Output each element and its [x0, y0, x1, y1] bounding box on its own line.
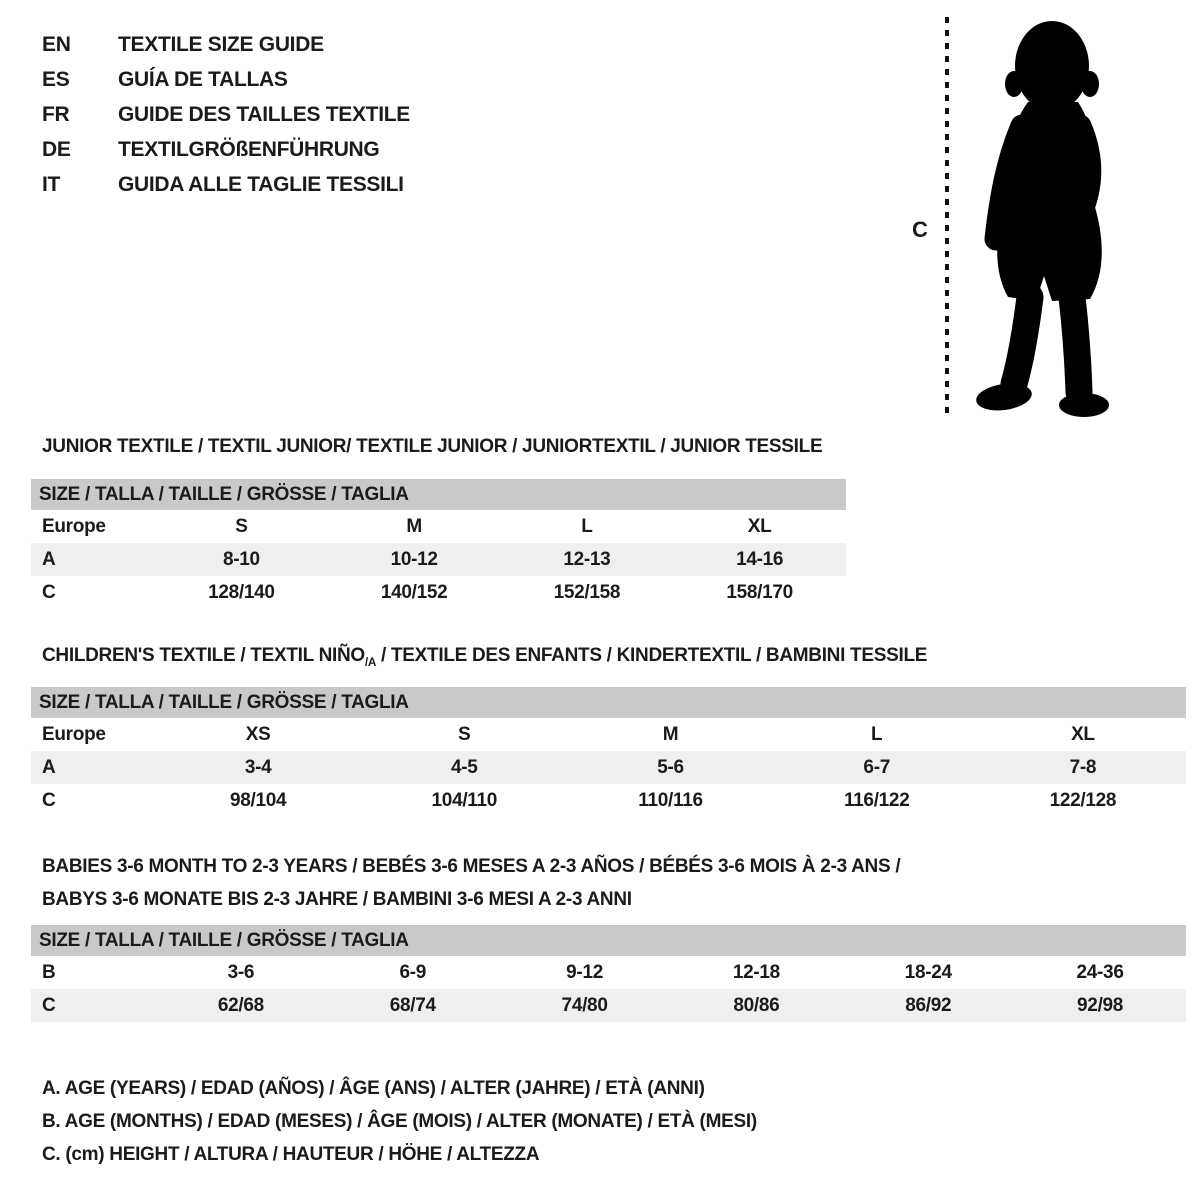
language-title-block — [42, 27, 410, 202]
measurement-legend — [42, 1072, 757, 1171]
junior-size-table — [31, 479, 846, 609]
table-cell: 140/152 — [380, 581, 448, 603]
guide-title-it: GUIDA ALLE TAGLIE TESSILI — [118, 172, 404, 196]
language-code: DE — [42, 137, 71, 161]
language-code: FR — [42, 102, 70, 126]
table-cell: 92/98 — [1077, 994, 1124, 1016]
table-cell: XL — [1071, 723, 1095, 745]
height-measure-line — [944, 14, 950, 425]
table-cell: 74/80 — [561, 994, 608, 1016]
table-cell: 10-12 — [390, 548, 438, 570]
table-cell: 14-16 — [736, 548, 784, 570]
table-cell: 6-7 — [863, 756, 890, 778]
table-cell: 5-6 — [657, 756, 684, 778]
babies-title-line2: BABYS 3-6 MONATE BIS 2-3 JAHRE / BAMBINI 3-6 MESI A 2-3 ANNI — [42, 889, 632, 910]
table-cell: 98/104 — [229, 789, 287, 811]
language-row-fr — [42, 97, 410, 132]
language-row-en — [42, 27, 410, 62]
language-row-it — [42, 167, 410, 202]
table-cell: 104/110 — [431, 789, 498, 811]
table-cell: M — [662, 723, 679, 745]
row-label: A — [42, 756, 56, 778]
table-row — [31, 576, 846, 609]
babies-section-title — [42, 850, 900, 916]
junior-section-title: JUNIOR TEXTILE / TEXTIL JUNIOR/ TEXTILE JUNIOR / JUNIORTEXTIL / JUNIOR TESSILE — [42, 436, 823, 457]
table-cell: 4-5 — [451, 756, 478, 778]
guide-title-es: GUÍA DE TALLAS — [118, 67, 288, 91]
table-cell: 86/92 — [905, 994, 952, 1016]
table-cell: M — [406, 515, 422, 537]
table-cell: XL — [747, 515, 772, 537]
table-cell: 3-4 — [244, 756, 272, 778]
row-label: C — [42, 789, 56, 811]
guide-title-en: TEXTILE SIZE GUIDE — [118, 32, 324, 56]
table-cell: 8-10 — [222, 548, 260, 570]
children-size-table — [31, 687, 1186, 817]
row-label: A — [42, 548, 56, 570]
table-cell: 9-12 — [566, 961, 603, 983]
table-cell: 158/170 — [726, 581, 793, 603]
table-cell: 110/116 — [638, 789, 703, 811]
children-size-header: SIZE / TALLA / TAILLE / GRÖSSE / TAGLIA — [31, 687, 1186, 718]
language-row-es — [42, 62, 410, 97]
height-measure-label: C — [912, 217, 928, 242]
table-cell: 152/158 — [553, 581, 621, 603]
legend-age-years: A. AGE (YEARS) / EDAD (AÑOS) / ÂGE (ANS) / ALTER (JAHRE) / ETÀ (ANNI) — [42, 1078, 705, 1099]
babies-title-line1: BABIES 3-6 MONTH TO 2-3 YEARS / BEBÉS 3-6 MESES A 2-3 AÑOS / BÉBÉS 3-6 MOIS À 2-3 ANS / — [42, 856, 901, 877]
table-cell: 24-36 — [1076, 961, 1124, 983]
babies-size-table — [31, 925, 1186, 1022]
table-cell: 12-13 — [563, 548, 611, 570]
row-label: C — [42, 994, 56, 1016]
table-cell: 3-6 — [227, 961, 255, 983]
table-cell: S — [235, 515, 248, 537]
table-row — [31, 784, 1186, 817]
table-row — [31, 510, 846, 543]
language-code: EN — [42, 32, 71, 56]
junior-size-header: SIZE / TALLA / TAILLE / GRÖSSE / TAGLIA — [31, 479, 846, 510]
row-label: C — [42, 581, 56, 603]
table-cell: 18-24 — [904, 961, 952, 983]
table-cell: L — [581, 515, 593, 537]
children-section-title — [42, 645, 927, 669]
children-title-sub: /A — [364, 655, 377, 669]
table-cell: S — [458, 723, 471, 745]
language-code: IT — [42, 172, 61, 196]
table-cell: XS — [245, 723, 271, 745]
table-cell: L — [871, 723, 883, 745]
table-row — [31, 751, 1186, 784]
table-cell: 12-18 — [732, 961, 780, 983]
legend-age-months: B. AGE (MONTHS) / EDAD (MESES) / ÂGE (MOIS) / ALTER (MONATE) / ETÀ (MESI) — [42, 1111, 757, 1132]
table-cell: 6-9 — [399, 961, 427, 983]
table-cell: 7-8 — [1069, 756, 1097, 778]
toddler-silhouette-icon — [966, 14, 1136, 425]
table-cell: 122/128 — [1049, 789, 1117, 811]
table-cell: 116/122 — [843, 789, 910, 811]
guide-title-de: TEXTILGRÖßENFÜHRUNG — [118, 137, 380, 161]
guide-title-fr: GUIDE DES TAILLES TEXTILE — [118, 102, 410, 126]
table-row — [31, 956, 1186, 989]
row-label: Europe — [42, 515, 106, 537]
language-row-de — [42, 132, 410, 167]
babies-size-header: SIZE / TALLA / TAILLE / GRÖSSE / TAGLIA — [31, 925, 1186, 956]
children-title-post: / TEXTILE DES ENFANTS / KINDERTEXTIL / BAMBINI TESSILE — [376, 645, 928, 666]
table-cell: 128/140 — [208, 581, 275, 603]
table-cell: 62/68 — [217, 994, 264, 1016]
table-row — [31, 543, 846, 576]
row-label: B — [42, 961, 56, 983]
legend-height-cm: C. (cm) HEIGHT / ALTURA / HAUTEUR / HÖHE / ALTEZZA — [42, 1144, 540, 1165]
language-code: ES — [42, 67, 70, 91]
table-row — [31, 718, 1186, 751]
table-cell: 80/86 — [733, 994, 780, 1016]
table-row — [31, 989, 1186, 1022]
children-title-pre: CHILDREN'S TEXTILE / TEXTIL NIÑO — [42, 645, 365, 666]
row-label: Europe — [42, 723, 106, 745]
table-cell: 68/74 — [389, 994, 436, 1016]
